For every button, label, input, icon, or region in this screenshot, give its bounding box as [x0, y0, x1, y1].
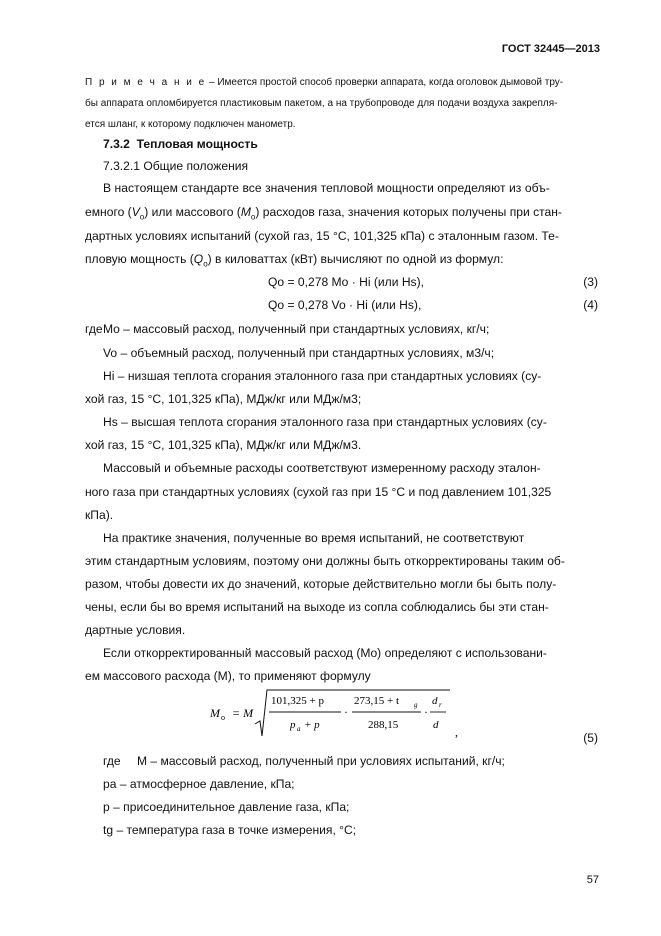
note-text-1: – Имеется простой способ проверки аппарата, когда оголовок дымовой тру- [206, 77, 564, 88]
note-line-1 [85, 72, 606, 93]
eq5-den2: 288,15 [368, 719, 399, 731]
equation-5-number: (5) [583, 731, 598, 745]
equation-4: Qo = 0,278 Vo · Hi (или Hs), [268, 298, 422, 312]
def-p: p – присоединительное давление газа, кПа; [103, 800, 350, 814]
where-label-2: где [103, 754, 121, 768]
eq5-num3: d [432, 695, 438, 707]
section-number: 7.3.2 [103, 137, 130, 151]
standard-code-header: ГОСТ 32445—2013 [501, 43, 600, 55]
eq5-eq: = M [232, 706, 254, 720]
equation-3: Qo = 0,278 Mo · Hi (или Hs), [268, 275, 424, 289]
eq5-num3-sub: r [439, 701, 442, 709]
para2-line3: кПа). [85, 508, 114, 522]
para1-line1: В настоящем стандарте все значения тепловой мощности определяют из объ- [103, 181, 550, 195]
para2-line1: Массовый и объемные расходы соответствуют измеренному расходу эталон- [103, 461, 541, 475]
equation-4-number: (4) [583, 298, 598, 312]
def-hs-line1: Hs – высшая теплота сгорания эталонного газа при стандартных условиях (су- [103, 415, 547, 429]
def-mo: Mo – массовый расход, полученный при стандартных условиях, кг/ч; [103, 322, 490, 336]
para3-line5: дартные условия. [85, 623, 186, 637]
para1-line3: дартных условиях испытаний (сухой газ, 15 °С, 101,325 кПа) с эталонным газом. Те- [85, 229, 559, 243]
eq5-comma: , [455, 725, 458, 739]
equation-3-number: (3) [583, 275, 598, 289]
eq5-lhs-sub: o [221, 713, 225, 722]
eq5-den3: d [433, 719, 439, 731]
section-heading [103, 137, 258, 151]
section-title: Тепловая мощность [136, 137, 258, 151]
note-line-2: бы аппарата опломбируется пластиковым пакетом, а на трубопроводе для подачи воздуха закрепля- [85, 98, 558, 109]
para2-line2: ного газа при стандартных условиях (сухой газ при 15 °С и под давлением 101,325 [85, 485, 552, 499]
equation-5-formula [205, 688, 465, 740]
para1-line4: пловую мощность $(Q_o)$ в киловаттах (кВт) вычисляют по одной из формул: [85, 252, 504, 269]
para3-line2: этим стандартным условиям, поэтому они должны быть откорректированы таким об- [85, 554, 565, 568]
def-hi-line2: хой газ, 15 °С, 101,325 кПа), МДж/кг или МДж/м3; [85, 392, 362, 406]
eq5-num2-sub: g [414, 701, 418, 709]
eq5-den1b: a [297, 725, 301, 733]
eq5-num2: 273,15 + t [354, 695, 400, 707]
eq5-den1c: + p [304, 719, 320, 731]
eq5-den1a: p [290, 719, 296, 731]
eq5-num1: 101,325 + p [271, 695, 324, 707]
eq5-dot2: · [424, 705, 428, 719]
note-line-3: ется шланг, к которому подключен манометр. [85, 119, 296, 130]
subsection-heading: 7.3.2.1 Общие положения [103, 159, 249, 173]
para1-line2: емного $(V_o)$ или массового $(M_o)$ расходов газа, значения которых получены при стан- [85, 205, 562, 222]
para3-line1: На практике значения, полученные во время испытаний, не соответствуют [103, 531, 525, 545]
def-m: M – массовый расход, полученный при условиях испытаний, кг/ч; [137, 754, 505, 768]
para4-line1: Если откорректированный массовый расход (Mo) определяют с использовани- [103, 646, 547, 660]
def-hs-line2: хой газ, 15 °С, 101,325 кПа), МДж/кг или МДж/м3. [85, 438, 362, 452]
def-hi-line1: Hi – низшая теплота сгорания эталонного газа при стандартных условиях (су- [103, 369, 542, 383]
eq5-dot1: · [344, 705, 348, 719]
para3-line3: разом, чтобы довести их до значений, которые действительно могли бы быть полу- [85, 577, 557, 591]
note-lead: П р и м е ч а н и е [85, 77, 207, 88]
where-label-1: где [85, 322, 103, 336]
def-vo: Vo – объемный расход, полученный при стандартных условиях, м3/ч; [103, 346, 495, 360]
def-pa: pa – атмосферное давление, кПа; [103, 777, 295, 791]
para3-line4: чены, если бы во время испытаний на выходе из сопла соблюдались бы эти стан- [85, 600, 549, 614]
def-tg: tg – температура газа в точке измерения, °С; [103, 823, 357, 837]
para4-line2: ем массового расхода (M), то применяют формулу [85, 669, 371, 683]
eq5-lhs: M [210, 706, 220, 720]
page-number: 57 [586, 874, 599, 886]
